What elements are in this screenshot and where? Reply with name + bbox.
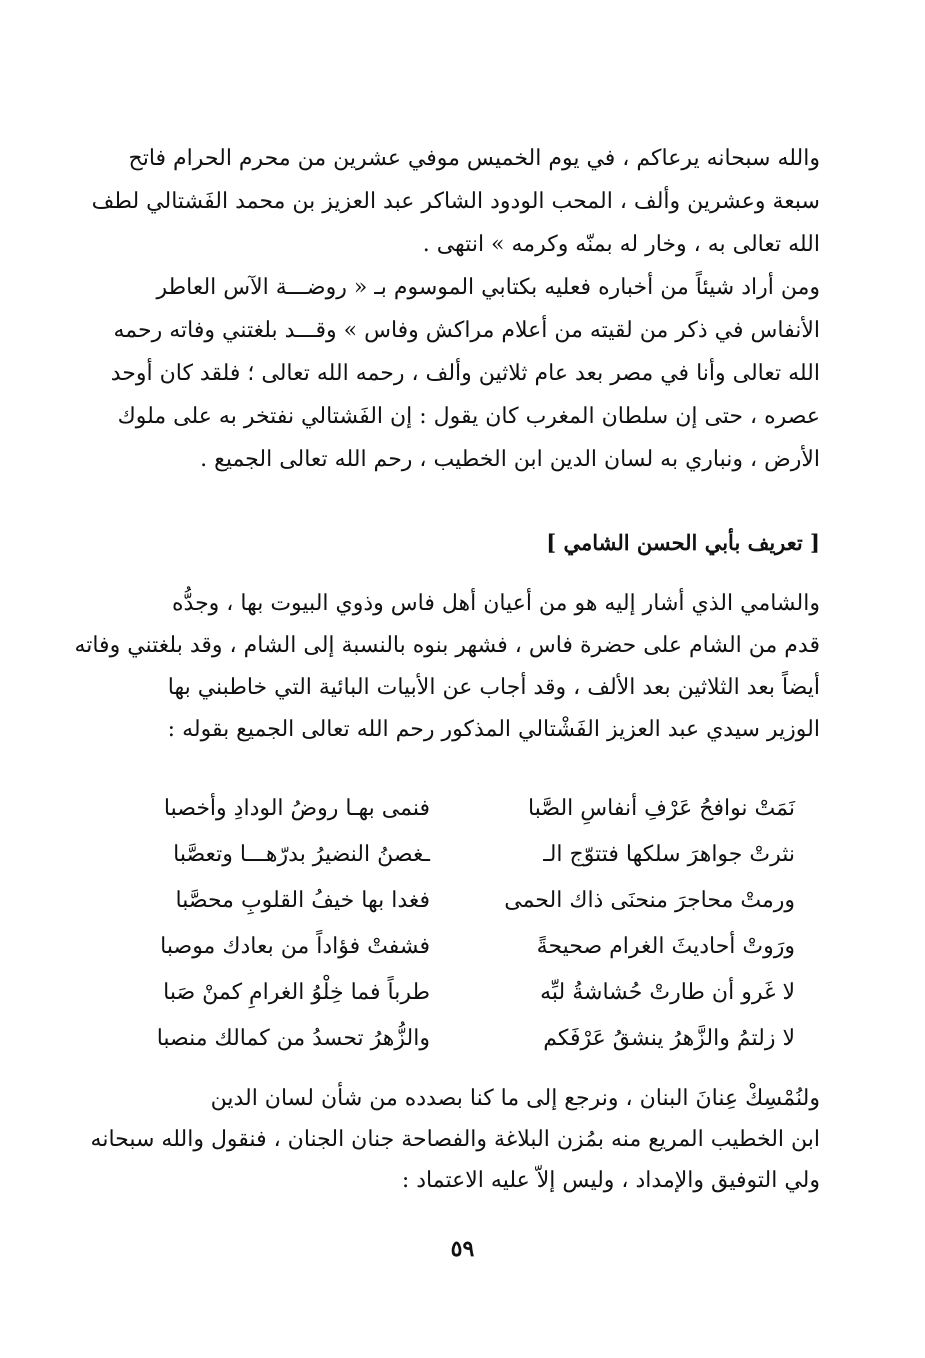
text-line: الوزير سيدي عبد العزيز الفَشْتالي المذكور رحم الله تعالى الجميع بقوله :: [167, 717, 820, 742]
text-line: الأنفاس في ذكر من لقيته من أعلام مراكش وفاس » وقـــد بلغتني وفاته رحمه: [113, 318, 820, 343]
poem-verse: [130, 785, 795, 831]
text-line: والشامي الذي أشار إليه هو من أعيان أهل فاس وذوي البيوت بها ، وجدُّه: [172, 591, 820, 616]
text-line: الله تعالى وأنا في مصر بعد عام ثلاثين وألف ، رحمه الله تعالى ؛ فلقد كان أوحد: [110, 361, 820, 386]
text-line: عصره ، حتى إن سلطان المغرب كان يقول : إن الفَشتالي نفتخر به على ملوك: [117, 404, 820, 429]
verse-first-hemistich: ورمتْ محاجرَ منحنَى ذاك الحمى: [504, 887, 795, 913]
text-line: الله تعالى به ، وخار له بمنّه وكرمه » انتهى .: [422, 232, 820, 257]
text-line: أيضاً بعد الثلاثين بعد الألف ، وقد أجاب عن الأبيات البائية التي خاطبني بها: [167, 675, 820, 700]
poem-verse: [130, 831, 795, 877]
poem-verses: [130, 785, 795, 1061]
text-line: ولي التوفيق والإمداد ، وليس إلاّ عليه الاعتماد :: [401, 1168, 820, 1193]
text-line: قدم من الشام على حضرة فاس ، فشهر بنوه بالنسبة إلى الشام ، وقد بلغتني وفاته: [74, 633, 820, 658]
verse-second-hemistich: فنمى بهـا روضُ الودادِ وأخصبا: [163, 795, 430, 821]
text-line: الأرض ، ونباري به لسان الدين ابن الخطيب ، رحم الله تعالى الجميع .: [200, 447, 820, 472]
verse-second-hemistich: فغدا بها خيفُ القلوبِ محصَّبا: [175, 887, 430, 913]
poem-verse: [130, 1015, 795, 1061]
text-line: سبعة وعشرين وألف ، المحب الودود الشاكر عبد العزيز بن محمد الفَشتالي لطف: [91, 189, 820, 214]
paragraph-biography: [108, 266, 820, 481]
paragraph-shami-intro: [74, 583, 820, 751]
poem-verse: [130, 923, 795, 969]
verse-second-hemistich: والزُّهرُ تحسدُ من كمالك منصبا: [156, 1025, 430, 1051]
text-line: ومن أراد شيئاً من أخباره فعليه بكتابي الموسوم بـ « روضـــة الآس العاطر: [156, 275, 820, 300]
poem-verse: [130, 877, 795, 923]
verse-second-hemistich: فشفتْ فؤاداً من بعادك موصبا: [160, 933, 430, 959]
poem-verse: [130, 969, 795, 1015]
text-line: ولنُمْسِكْ عِنانَ البنان ، ونرجع إلى ما كنا بصدده من شأن لسان الدين: [210, 1086, 820, 1111]
verse-first-hemistich: لا غَرو أن طارتْ حُشاشةُ لبِّه: [540, 979, 795, 1005]
paragraph-letter-closing: [91, 137, 820, 266]
verse-first-hemistich: نثرتْ جواهرَ سلكها فتتوّج الـ: [543, 841, 795, 867]
verse-second-hemistich: طرباً فما خِلْوُ الغرامِ كمنْ صَبا: [163, 979, 430, 1005]
verse-second-hemistich: ـغصنُ النضيرُ بدرّهـــا وتعصَّبا: [173, 841, 430, 867]
text-line: والله سبحانه يرعاكم ، في يوم الخميس موفي عشرين من محرم الحرام فاتح: [128, 146, 820, 171]
verse-first-hemistich: لا زلتمُ والزَّهرُ ينشقُ عَرْفَكم: [543, 1025, 795, 1051]
verse-first-hemistich: ورَوتْ أحاديثَ الغرام صحيحةً: [536, 933, 795, 959]
text-line: ابن الخطيب المريع منه بمُزن البلاغة والفصاحة جنان الجنان ، فنقول والله سبحانه: [90, 1127, 820, 1152]
section-heading: [ تعريف بأبي الحسن الشامي ]: [546, 530, 820, 555]
verse-first-hemistich: نَمَتْ نوافحُ عَرْفِ أنفاسِ الصَّبا: [528, 795, 795, 821]
page-number: ٥٩: [450, 1236, 475, 1262]
paragraph-return-to-topic: [90, 1078, 820, 1201]
